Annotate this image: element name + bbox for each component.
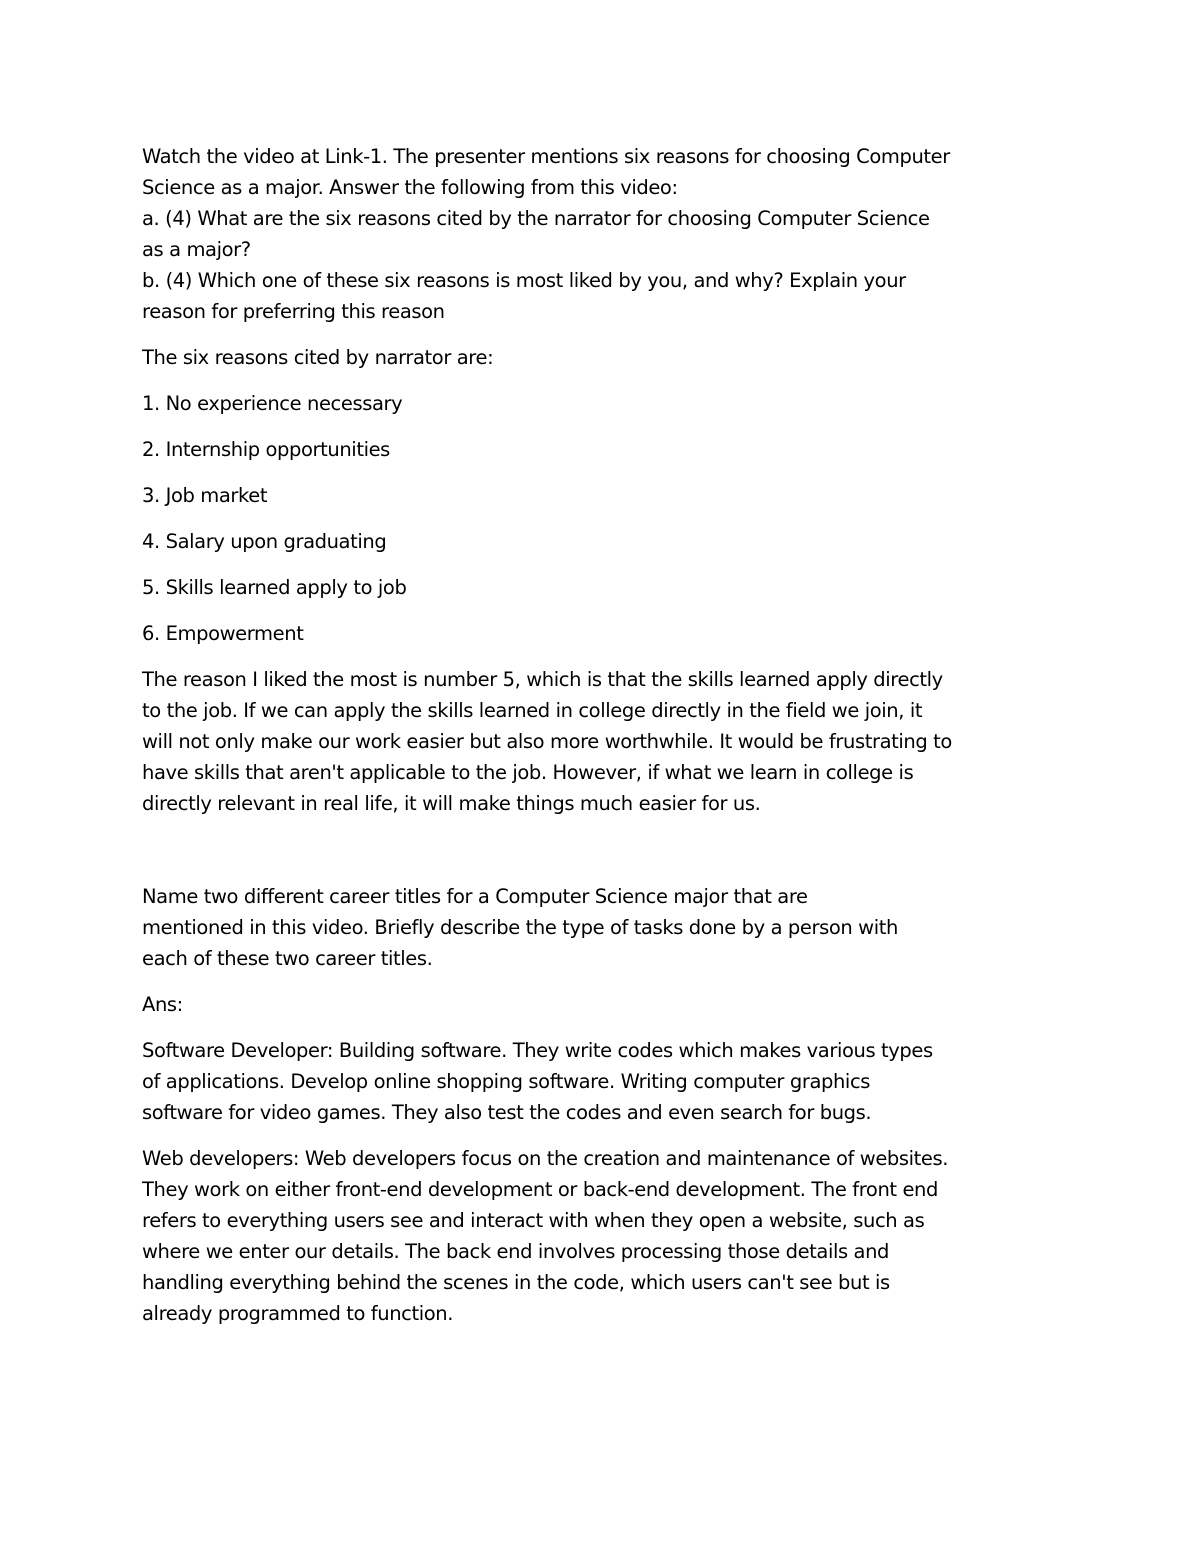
- paragraph-line: where we enter our details. The back end involves processing those details and: [142, 1240, 890, 1263]
- question-1: [142, 141, 1062, 327]
- question-2-line: mentioned in this video. Briefly describe the type of tasks done by a person with: [142, 916, 898, 939]
- paragraph-line: of applications. Develop online shopping software. Writing computer graphics: [142, 1070, 871, 1093]
- answer-label-text: Ans:: [142, 993, 183, 1016]
- question-1-line: Science as a major. Answer the following from this video:: [142, 176, 678, 199]
- question-1-line: Watch the video at Link-1. The presenter mentions six reasons for choosing Computer: [142, 145, 950, 168]
- reason-text: 3. Job market: [142, 484, 268, 507]
- question-1-line: reason for preferring this reason: [142, 300, 445, 323]
- reason-text: 4. Salary upon graduating: [142, 530, 387, 553]
- answer-label: [142, 989, 1062, 1020]
- paragraph-line: to the job. If we can apply the skills learned in college directly in the field we join, it: [142, 699, 923, 722]
- paragraph-line: already programmed to function.: [142, 1302, 454, 1325]
- preferred-reason-paragraph: [142, 664, 1062, 819]
- reason-text: 2. Internship opportunities: [142, 438, 390, 461]
- software-developer-paragraph: [142, 1035, 1062, 1128]
- reason-text: 5. Skills learned apply to job: [142, 576, 407, 599]
- paragraph-line: have skills that aren't applicable to the job. However, if what we learn in college is: [142, 761, 914, 784]
- reason-item-3: [142, 480, 1062, 511]
- paragraph-line: Software Developer: Building software. They write codes which makes various types: [142, 1039, 933, 1062]
- paragraph-line: will not only make our work easier but also more worthwhile. It would be frustrating to: [142, 730, 952, 753]
- reason-text: 6. Empowerment: [142, 622, 304, 645]
- paragraph-line: directly relevant in real life, it will make things much easier for us.: [142, 792, 761, 815]
- paragraph-line: The reason I liked the most is number 5, which is that the skills learned apply directly: [142, 668, 943, 691]
- reasons-intro-text: The six reasons cited by narrator are:: [142, 346, 494, 369]
- web-developer-paragraph: [142, 1143, 1062, 1329]
- question-2: [142, 881, 1062, 974]
- reason-text: 1. No experience necessary: [142, 392, 403, 415]
- paragraph-line: software for video games. They also test the codes and even search for bugs.: [142, 1101, 872, 1124]
- document-body: [142, 141, 1062, 1344]
- blank-space: [142, 834, 1062, 881]
- question-1-line: a. (4) What are the six reasons cited by the narrator for choosing Computer Science: [142, 207, 930, 230]
- paragraph-line: They work on either front-end development or back-end development. The front end: [142, 1178, 938, 1201]
- paragraph-line: refers to everything users see and interact with when they open a website, such as: [142, 1209, 925, 1232]
- reason-item-2: [142, 434, 1062, 465]
- paragraph-line: handling everything behind the scenes in the code, which users can't see but is: [142, 1271, 890, 1294]
- reason-item-1: [142, 388, 1062, 419]
- reason-item-6: [142, 618, 1062, 649]
- paragraph-line: Web developers: Web developers focus on the creation and maintenance of websites.: [142, 1147, 949, 1170]
- reason-item-4: [142, 526, 1062, 557]
- question-2-line: each of these two career titles.: [142, 947, 433, 970]
- question-1-line: as a major?: [142, 238, 251, 261]
- reason-item-5: [142, 572, 1062, 603]
- question-2-line: Name two different career titles for a Computer Science major that are: [142, 885, 808, 908]
- reasons-intro: [142, 342, 1062, 373]
- question-1-line: b. (4) Which one of these six reasons is most liked by you, and why? Explain your: [142, 269, 906, 292]
